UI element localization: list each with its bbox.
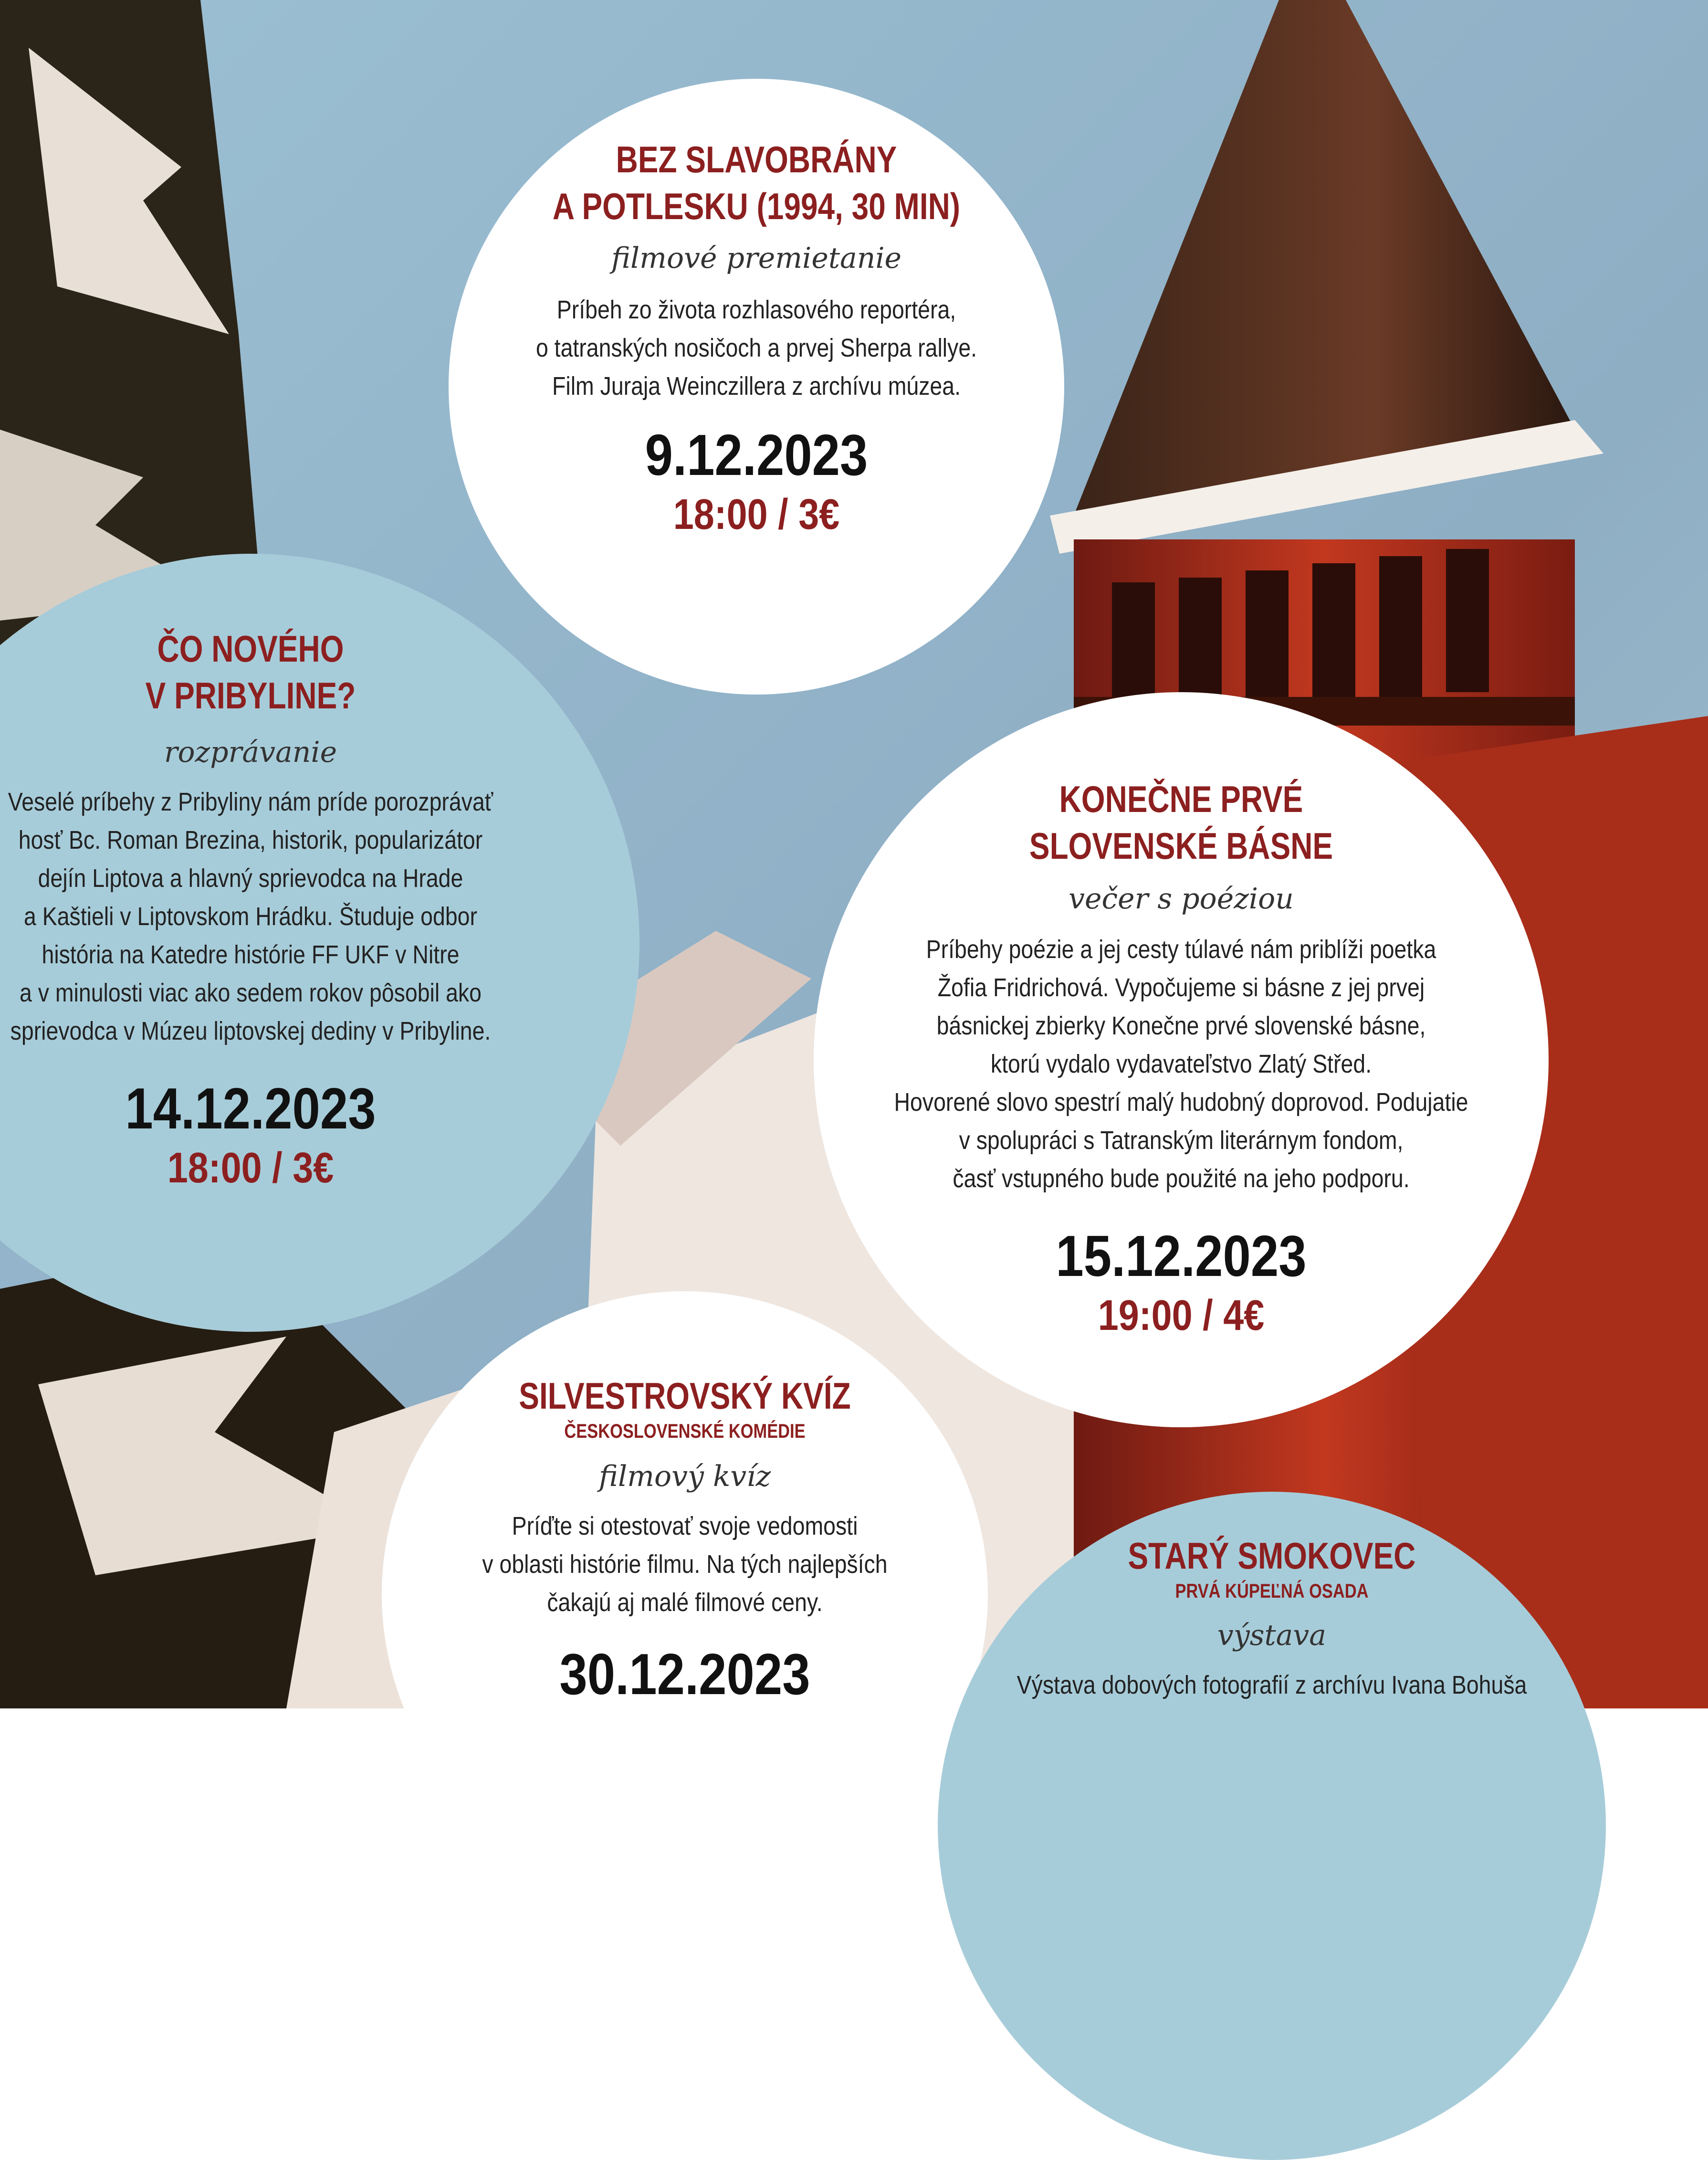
event-kind: rozprávanie	[164, 736, 337, 769]
event-circle-3	[814, 692, 1549, 1427]
event-subtitle: ČESKOSLOVENSKÉ KOMÉDIE	[564, 1420, 806, 1442]
event-description: Príbeh zo života rozhlasového reportéra, o tatranských nosičoch a prvej Sherpa rallye. Film Juraja Weinczillera z archívu múzea.	[535, 295, 977, 400]
event-title: SILVESTROVSKÝ KVÍZ	[519, 1375, 851, 1417]
event-circle-5	[938, 1492, 1606, 2160]
event-date: 30.12.2023	[559, 1642, 810, 1707]
event-time-price: 18:00 / 3€	[673, 491, 840, 538]
event-kind: večer s poéziou	[1069, 882, 1294, 916]
event-time-price: 18:00 / 3€	[167, 1144, 334, 1192]
event-description: Príďte si otestovať svoje vedomosti v oblasti histórie filmu. Na tých najlepších čakajú aj malé filmové ceny.	[482, 1512, 888, 1617]
event-time-price: 19:00 / 4€	[1098, 1292, 1265, 1339]
event-kind: výstava	[1217, 1619, 1327, 1652]
event-title: BEZ SLAVOBRÁNY A POTLESKU (1994, 30 MIN)	[552, 138, 961, 227]
event-description: Veselé príbehy z Pribyliny nám príde porozprávať hosť Bc. Roman Brezina, historik, popularizátor dejín Liptova a hlavný sprievodca na Hrade a Kaštieli v Liptovskom Hrádku. Študuje odbor história na Katedre histórie FF UKF v Nitre a v minulosti viac ako sedem rokov pôsobil ako sprievodca v Múzeu liptovskej dediny v Pribyline.	[8, 788, 493, 1045]
event-kind: filmový kvíz	[598, 1460, 771, 1493]
event-circle-1	[449, 79, 1064, 695]
event-circle-4	[382, 1291, 988, 1897]
event-description: Výstava dobových fotografií z archívu Ivana Bohuša	[1016, 1671, 1527, 1699]
event-subtitle: PRVÁ KÚPEĽNÁ OSADA	[1175, 1580, 1369, 1602]
event-date: 9.12.2023	[645, 422, 868, 487]
event-title: STARÝ SMOKOVEC	[1128, 1535, 1416, 1577]
event-description: Príbehy poézie a jej cesty túlavé nám priblíži poetka Žofia Fridrichová. Vypočujeme si básne z jej prvej básnickej zbierky Konečne prvé slovenské básne, ktorú vydalo vydavateľstvo Zlatý Střed. Hovorené slovo spestrí malý hudobný doprovod. Podujatie v spolupráci s Tatranským literárnym fondom, časť vstupného bude použité na jeho podporu.	[894, 935, 1468, 1193]
event-kind: filmové premietanie	[611, 242, 902, 275]
event-date: 14.12.2023	[125, 1076, 376, 1141]
event-title: ČO NOVÉHO V PRIBYLINE?	[145, 628, 356, 716]
event-title: KONEČNE PRVÉ SLOVENSKÉ BÁSNE	[1029, 778, 1333, 867]
event-date: 15.12.2023	[1056, 1223, 1307, 1288]
